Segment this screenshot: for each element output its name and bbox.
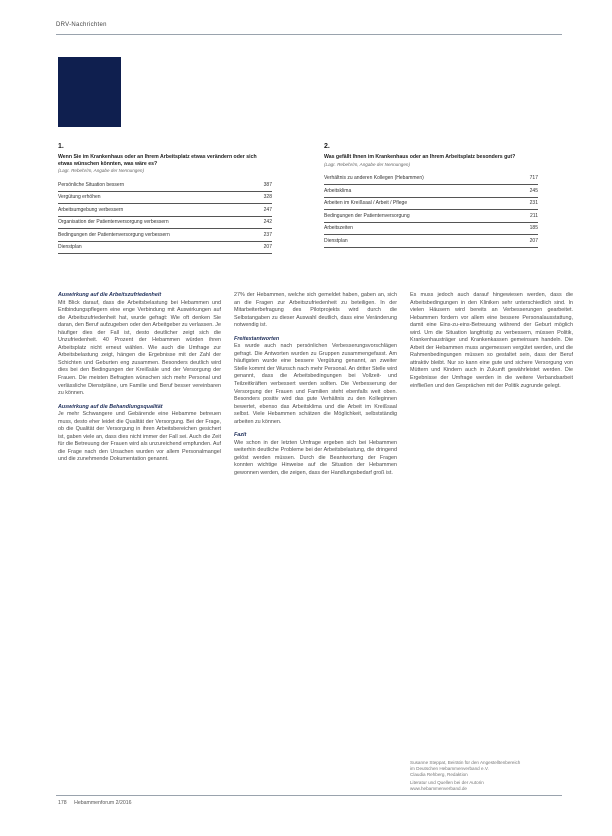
- author-line: Literatur und Quellen bei der Autorin: [410, 780, 484, 785]
- body-paragraph: Mit Blick darauf, dass die Arbeitsbelastung bei Hebammen und Entbindungspflegern eine enge Verbindung mit Auswirkungen auf die Arbeitszufriedenheit hat, wurde gefragt: Wie oft denken Sie daran, den Beruf aufzugeben oder den Arbeitgeber zu verlassen. Je häufiger dies der Fall ist, desto deutlicher zeigt sich die Unzufriedenheit. 40 Prozent der Hebammen würden ihren Arbeitsplatz nicht erneut wählen. Wie auch die Umfrage zur Arbeitsbelastung zeigt, hängen die Ergebnisse mit der Zahl der Schichten und Geburten eng zusammen. Besonders deutlich wird dies bei den Bedingungen der Kreißsäle und der Versorgung der Frauen. Die meisten Befragten wünschen sich mehr Personal und verlässliche Dienstpläne, um Familie und Beruf besser vereinbaren zu können.: [58, 299, 221, 397]
- section-heading: Fazit: [234, 432, 247, 439]
- section-heading: Freitextantworten: [234, 335, 280, 342]
- body-paragraph: Je mehr Schwangere und Gebärende eine Hebamme betreuen muss, desto eher leidet die Qualität der Versorgung. Bei der Frage, ob die Qualität der Versorgung in ihren Arbeitsbereichen gesichert ist, gaben viele an, dass dies nicht immer der Fall sei. Auch die Zeit für die Betreuung der Frauen wird als unzureichend empfunden. Auf die Frage nach den Ursachen wurden vor allem Personalmangel und die zunehmende Dokumentation genannt.: [58, 411, 221, 463]
- panel-source: (Lagr. Rebehr/m, Angabe der Nennungen): [324, 161, 410, 167]
- row-label: Arbeitsklima: [324, 185, 518, 198]
- table-row: [324, 210, 538, 223]
- table-row: [324, 173, 538, 185]
- row-value: 211: [518, 210, 538, 223]
- row-value: 185: [518, 222, 538, 235]
- row-label: Vergütung erhöhen: [58, 191, 252, 204]
- results-table: [58, 179, 272, 254]
- survey-panel-1: [58, 143, 272, 254]
- row-label: Bedingungen der Patientenversorgung verbessern: [58, 229, 252, 242]
- author-line: im Deutschen Hebammenverband e.V.: [410, 766, 489, 771]
- article-column-2: [234, 292, 397, 660]
- table-row: [324, 222, 538, 235]
- row-label: Dienstplan: [324, 235, 518, 248]
- row-value: 231: [518, 197, 538, 210]
- row-label: Bedingungen der Patientenversorgung: [324, 210, 518, 223]
- table-row: [58, 229, 272, 242]
- author-line: Claudia Rehberg, Redaktion: [410, 772, 468, 777]
- panel-question: Was gefällt Ihnen im Krankenhaus oder an Ihrem Arbeitsplatz besonders gut?: [324, 154, 516, 160]
- table-row: [58, 179, 272, 191]
- row-label: Dienstplan: [58, 241, 252, 254]
- row-label: Organisation der Patientenversorgung verbessern: [58, 216, 252, 229]
- journal-name: Hebammenforum 2/2016: [74, 800, 132, 806]
- footer-rule: [56, 795, 562, 796]
- table-row: [58, 204, 272, 217]
- section-heading: Auswirkung auf die Behandlungsqualität: [58, 403, 163, 410]
- article-column-1: [58, 292, 221, 660]
- navy-block-graphic: [58, 57, 121, 127]
- row-label: Persönliche Situation bessern: [58, 179, 252, 191]
- author-line: Susanne Steppat, Beirätin für den Angestelltenbereich: [410, 760, 521, 765]
- row-label: Arbeitsumgebung verbessern: [58, 204, 252, 217]
- row-label: Arbeiten im Kreißsaal / Arbeit / Pflege: [324, 197, 518, 210]
- section-heading: Auswirkung auf die Arbeitszufriedenheit: [58, 292, 162, 298]
- table-row: [58, 191, 272, 204]
- section-label: DRV-Nachrichten: [56, 22, 107, 28]
- row-value: 387: [252, 179, 272, 191]
- body-paragraph: Es wurde auch nach persönlichen Verbesserungsvorschlägen gefragt. Die Antworten wurden zu Gruppen zusammengefasst. Am häufigsten wurde eine bessere Vergütung genannt, an zweiter Stelle kommt der Wunsch nach mehr Personal. An dritter Stelle wird genannt, dass die Arbeitsbedingungen bei Vollzeit- und Teilzeitkräften verbessert werden sollten. Die Verbesserung der Versorgung der Frauen und Familien steht ebenfalls weit oben. Besonders positiv wird das gute Verhältnis zu den Kolleginnen bewertet, ebenso das Arbeitsklima und die Arbeit im Kreißsaal selbst. Viele Hebammen schätzen die Möglichkeit, selbstständig arbeiten zu können.: [234, 343, 397, 425]
- table-row: [324, 197, 538, 210]
- results-table: [324, 173, 538, 248]
- row-value: 237: [252, 229, 272, 242]
- row-label: Verhältnis zu anderen Kollegen (Hebammen): [324, 173, 518, 185]
- body-paragraph: Es muss jedoch auch darauf hingewiesen werden, dass die Arbeitsbedingungen in den Kliniken sehr unterschiedlich sind. In vielen Häusern wird bereits an Verbesserungen gearbeitet. Hebammen fordern vor allem eine bessere Personalausstattung, damit eine Eins-zu-eins-Betreuung während der Geburt möglich wird. Um die Situation langfristig zu verbessern, müssen Politik, Krankenhausträger und Krankenkassen gemeinsam handeln. Die Arbeit der Hebammen muss angemessen vergütet werden, und die Rahmenbedingungen müssen so gestaltet sein, dass der Beruf attraktiv bleibt. Nur so kann eine gute und sichere Versorgung von Müttern und Kindern auch in Zukunft gewährleistet werden. Die Ergebnisse der Umfrage werden in die weitere Verbandsarbeit einfließen und den Gesprächen mit der Politik zugrunde gelegt.: [410, 292, 573, 389]
- panel-source: (Lagr. Rebehr/m, Angabe der Nennungen): [58, 168, 144, 174]
- panel-number: 1.: [58, 143, 64, 150]
- row-value: 245: [518, 185, 538, 198]
- table-row: [324, 185, 538, 198]
- row-value: 207: [252, 241, 272, 254]
- body-paragraph: 27% der Hebammen, welche sich gemeldet haben, gaben an, sich an die Fragen zur Arbeitszufriedenheit zu beteiligen. In der Mitarbeiterbefragung des Pilotprojekts wird durch die Selbstangaben zu dieser Auswahl deutlich, dass eine Veränderung notwendig ist.: [234, 292, 397, 329]
- table-row: [58, 216, 272, 229]
- row-value: 207: [518, 235, 538, 248]
- panel-number: 2.: [324, 143, 330, 150]
- row-value: 717: [518, 173, 538, 185]
- table-row: [58, 241, 272, 254]
- survey-panel-2: [324, 143, 538, 248]
- article-column-3: [410, 292, 573, 592]
- page-footer: [58, 800, 132, 806]
- panel-question: Wenn Sie im Krankenhaus oder an Ihrem Arbeitsplatz etwas verändern oder sich etwas wünschen könnten, was wäre es?: [58, 154, 257, 167]
- author-line: www.hebammenverband.de: [410, 786, 467, 791]
- author-note: [410, 760, 580, 792]
- row-value: 242: [252, 216, 272, 229]
- body-paragraph: Wie schon in der letzten Umfrage ergeben sich bei Hebammen weiterhin deutliche Probleme bei der Arbeitsbelastung, die dringend gelöst werden müssen. Durch die Beantwortung der Fragen konnten wichtige Hinweise auf die Situation der Hebammen gewonnen werden, die zeigen, dass der Handlungsbedarf groß ist.: [234, 439, 397, 477]
- header-rule: [56, 34, 562, 35]
- row-value: 328: [252, 191, 272, 204]
- page-number: 178: [58, 800, 67, 806]
- row-label: Arbeitszeiten: [324, 222, 518, 235]
- row-value: 247: [252, 204, 272, 217]
- table-row: [324, 235, 538, 248]
